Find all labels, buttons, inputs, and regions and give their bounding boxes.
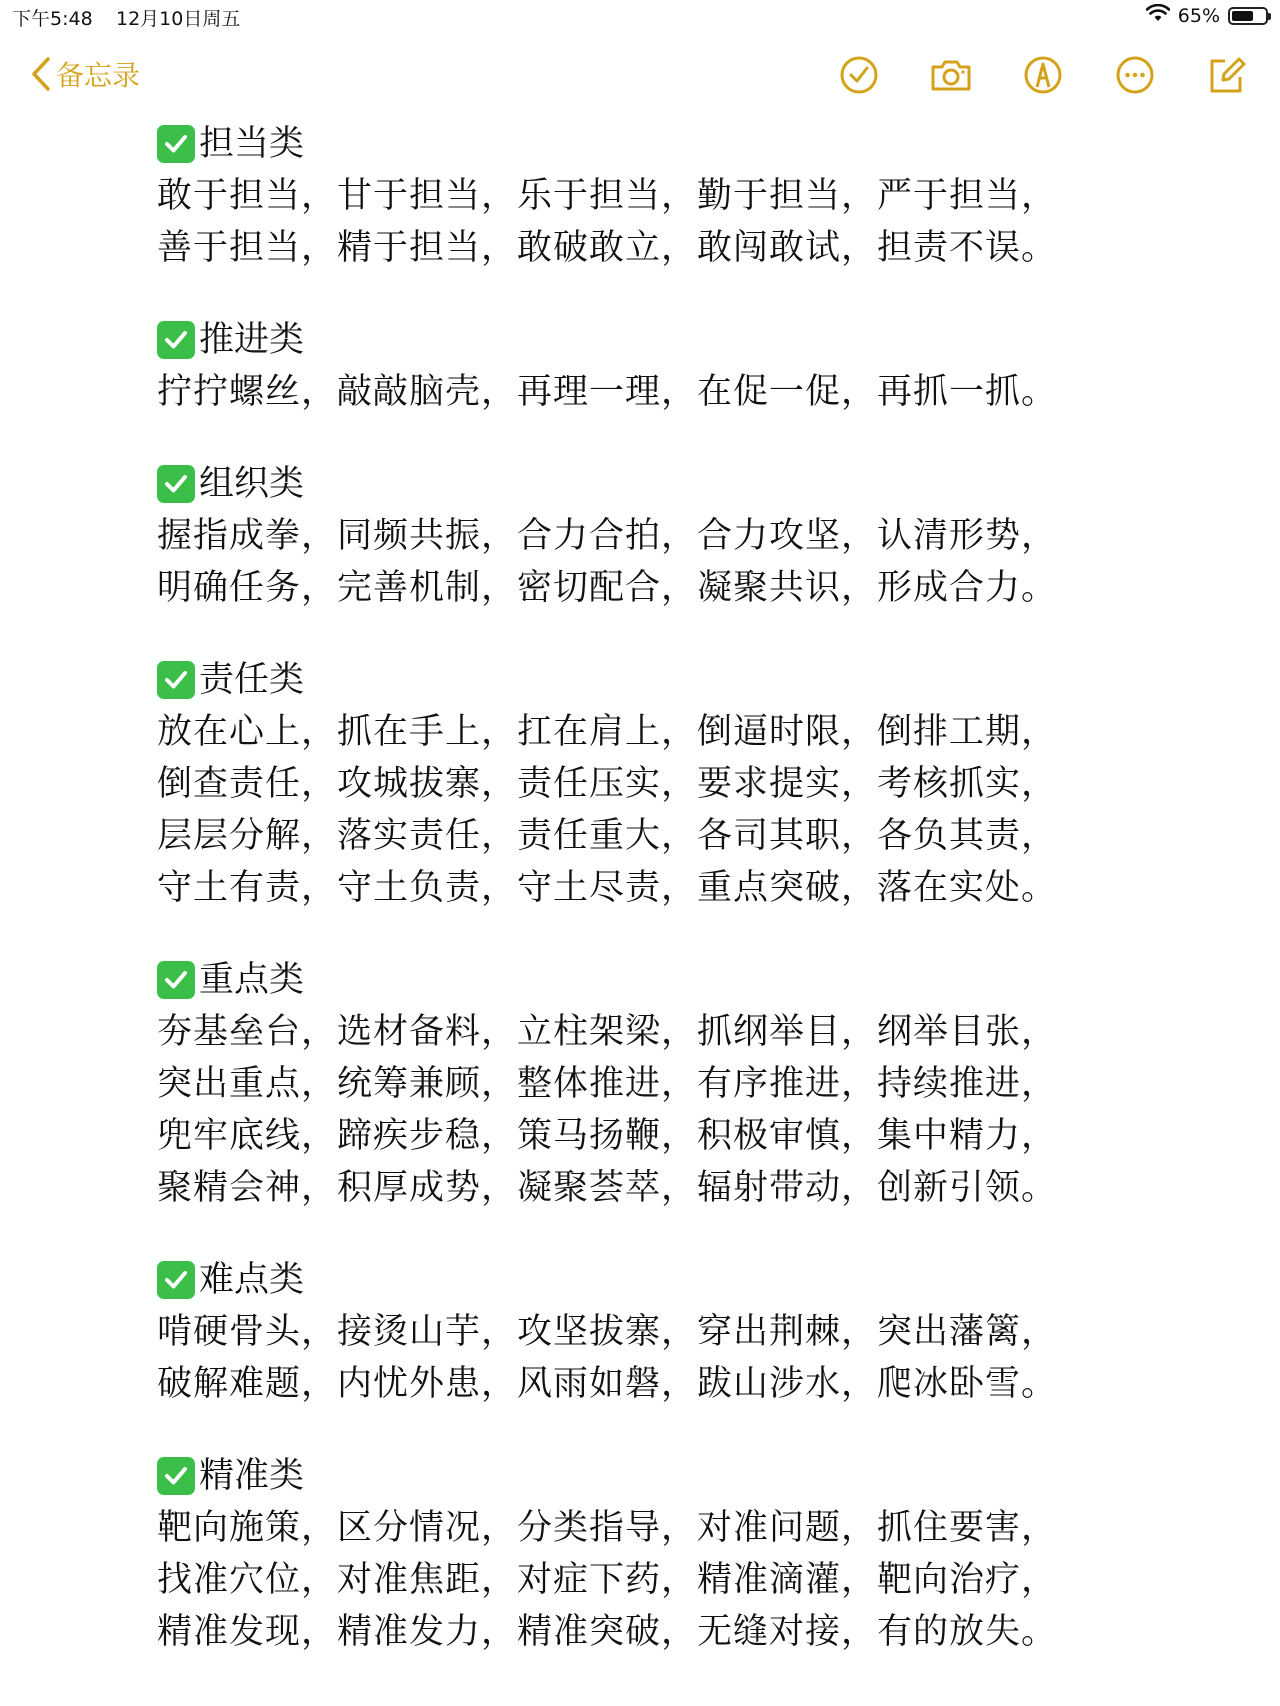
status-indicators xyxy=(1146,4,1268,27)
note-line: 找准穴位，对准焦距，对症下药，精准滴灌，靶向治疗， xyxy=(157,1560,1058,1600)
section-heading xyxy=(157,118,1197,170)
note-section xyxy=(157,1450,1197,1658)
section-title: 担当类 xyxy=(199,124,305,164)
note-line: 聚精会神，积厚成势，凝聚荟萃，辐射带动，创新引领。 xyxy=(157,1168,1058,1208)
checkmark-icon xyxy=(157,1261,195,1299)
markup-pen-icon xyxy=(1021,53,1065,97)
section-heading xyxy=(157,458,1197,510)
status-bar xyxy=(0,0,1280,34)
back-button[interactable] xyxy=(30,54,140,94)
battery-icon xyxy=(1228,7,1268,25)
markup-button[interactable] xyxy=(1020,52,1066,98)
note-line: 突出重点，统筹兼顾，整体推进，有序推进，持续推进， xyxy=(157,1064,1058,1104)
note-line: 精准发现，精准发力，精准突破，无缝对接，有的放失。 xyxy=(157,1612,1058,1652)
section-title: 责任类 xyxy=(199,660,305,700)
note-section xyxy=(157,1254,1197,1410)
note-line: 拧拧螺丝，敲敲脑壳，再理一理，在促一促，再抓一抓。 xyxy=(157,372,1058,412)
checkmark-icon xyxy=(157,321,195,359)
compose-button[interactable] xyxy=(1204,52,1250,98)
action-icons xyxy=(836,52,1250,98)
more-icon xyxy=(1113,53,1157,97)
checkmark-icon xyxy=(157,465,195,503)
note-line: 啃硬骨头，接烫山芋，攻坚拔寨，穿出荆棘，突出藩篱， xyxy=(157,1312,1058,1352)
checkmark-icon xyxy=(157,125,195,163)
note-line: 守土有责，守土负责，守土尽责，重点突破，落在实处。 xyxy=(157,868,1058,908)
section-title: 推进类 xyxy=(199,320,305,360)
note-body[interactable] xyxy=(157,118,1197,1698)
note-line: 敢于担当，甘于担当，乐于担当，勤于担当，严于担当， xyxy=(157,176,1058,216)
note-line: 靶向施策，区分情况，分类指导，对准问题，抓住要害， xyxy=(157,1508,1058,1548)
note-line: 破解难题，内忧外患，风雨如磐，跋山涉水，爬冰卧雪。 xyxy=(157,1364,1058,1404)
note-section xyxy=(157,314,1197,418)
wifi-icon xyxy=(1146,4,1170,27)
checkmark-icon xyxy=(157,961,195,999)
section-heading xyxy=(157,1450,1197,1502)
section-heading xyxy=(157,1254,1197,1306)
checkmark-icon xyxy=(157,1457,195,1495)
section-title: 难点类 xyxy=(199,1260,305,1300)
chevron-left-icon xyxy=(30,56,52,92)
checklist-button[interactable] xyxy=(836,52,882,98)
section-heading xyxy=(157,314,1197,366)
note-line: 倒查责任，攻城拔寨，责任压实，要求提实，考核抓实， xyxy=(157,764,1058,804)
status-date: 12月10日周五 xyxy=(116,8,241,30)
section-heading xyxy=(157,654,1197,706)
note-line: 层层分解，落实责任，责任重大，各司其职，各负其责， xyxy=(157,816,1058,856)
battery-percent: 65% xyxy=(1177,4,1220,27)
note-line: 夯基垒台，选材备料，立柱架梁，抓纲举目，纲举目张， xyxy=(157,1012,1058,1052)
compose-icon xyxy=(1205,53,1249,97)
note-section xyxy=(157,458,1197,614)
note-section xyxy=(157,654,1197,914)
status-time: 下午5:48 xyxy=(12,8,93,30)
section-title: 精准类 xyxy=(199,1456,305,1496)
note-line: 放在心上，抓在手上，扛在肩上，倒逼时限，倒排工期， xyxy=(157,712,1058,752)
section-heading xyxy=(157,954,1197,1006)
camera-icon xyxy=(929,53,973,97)
checklist-icon xyxy=(837,53,881,97)
note-section xyxy=(157,118,1197,274)
note-line: 善于担当，精于担当，敢破敢立，敢闯敢试，担责不误。 xyxy=(157,228,1058,268)
note-section xyxy=(157,954,1197,1214)
battery-level xyxy=(1232,11,1253,21)
notes-toolbar xyxy=(0,44,1280,108)
camera-button[interactable] xyxy=(928,52,974,98)
section-title: 组织类 xyxy=(199,464,305,504)
note-line: 兜牢底线，蹄疾步稳，策马扬鞭，积极审慎，集中精力， xyxy=(157,1116,1058,1156)
back-label: 备忘录 xyxy=(56,59,141,92)
checkmark-icon xyxy=(157,661,195,699)
note-line: 明确任务，完善机制，密切配合，凝聚共识，形成合力。 xyxy=(157,568,1058,608)
note-line: 握指成拳，同频共振，合力合拍，合力攻坚，认清形势， xyxy=(157,516,1058,556)
section-title: 重点类 xyxy=(199,960,305,1000)
more-button[interactable] xyxy=(1112,52,1158,98)
